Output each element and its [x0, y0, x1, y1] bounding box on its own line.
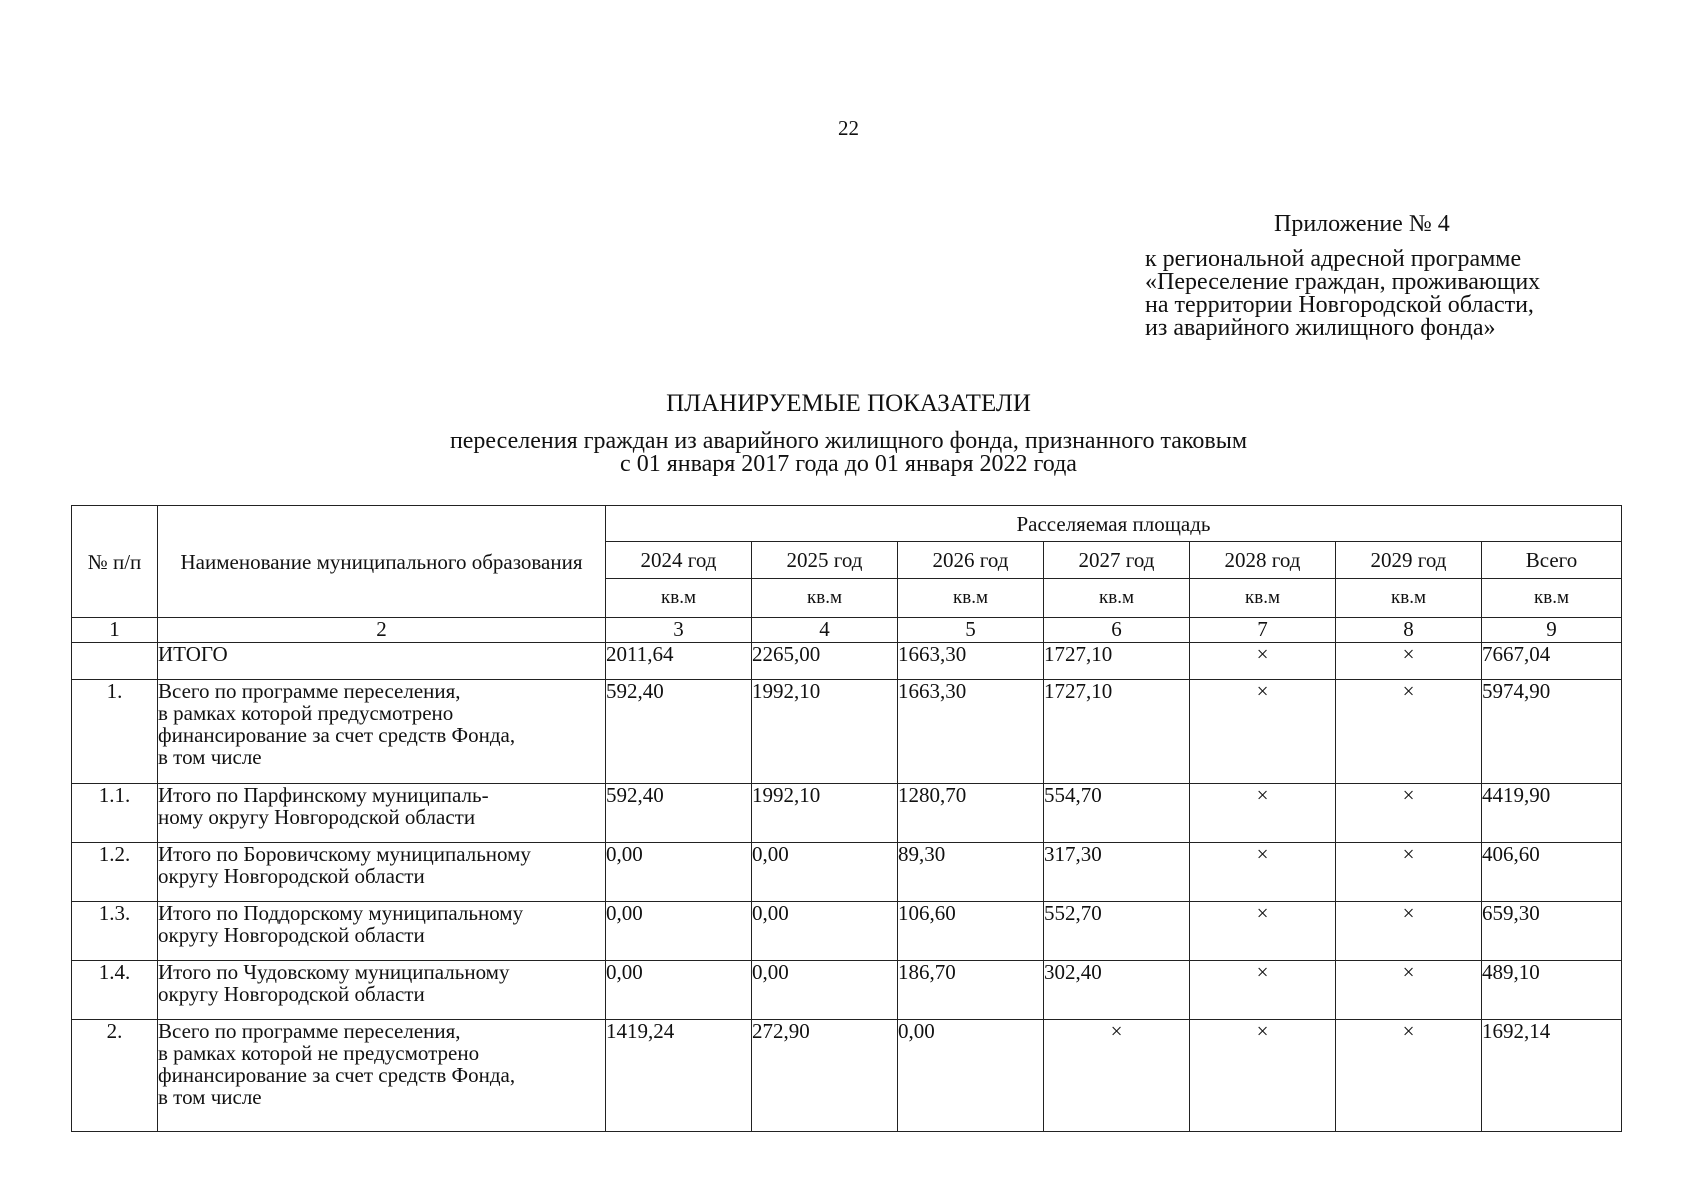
area-value: 489,10	[1482, 961, 1622, 1020]
municipality-name	[158, 1020, 606, 1132]
municipality-name	[158, 843, 606, 902]
area-value: 0,00	[752, 961, 898, 1020]
area-value: ×	[1336, 843, 1482, 902]
annex-title: Приложение № 4	[1274, 211, 1450, 237]
row-number: 1.2.	[72, 843, 158, 902]
area-value: ×	[1190, 902, 1336, 961]
total-value: 7667,04	[1482, 643, 1622, 680]
area-value: 1419,24	[606, 1020, 752, 1132]
header-unit: кв.м	[752, 579, 898, 618]
municipality-name	[158, 961, 606, 1020]
column-index-row	[72, 618, 1622, 643]
area-value: ×	[1336, 902, 1482, 961]
row-number: 1.1.	[72, 784, 158, 843]
table-row	[72, 1020, 1622, 1132]
header-unit: кв.м	[606, 579, 752, 618]
column-index: 1	[72, 618, 158, 643]
municipality-name-line: округу Новгородской области	[158, 982, 425, 1006]
area-value: 0,00	[606, 961, 752, 1020]
header-total: Всего	[1482, 542, 1622, 579]
area-value: 4419,90	[1482, 784, 1622, 843]
total-label: ИТОГО	[158, 643, 606, 680]
header-row-number: № п/п	[72, 506, 158, 618]
area-value: 89,30	[898, 843, 1044, 902]
header-unit: кв.м	[898, 579, 1044, 618]
annex-ref-line: «Переселение граждан, проживающих	[1145, 269, 1541, 295]
area-value: ×	[1190, 680, 1336, 784]
annex-ref-line: из аварийного жилищного фонда»	[1145, 315, 1496, 341]
area-value: 552,70	[1044, 902, 1190, 961]
column-index: 7	[1190, 618, 1336, 643]
municipality-name-line: в рамках которой не предусмотрено	[158, 1041, 480, 1065]
area-value: ×	[1336, 961, 1482, 1020]
municipality-name-line: Итого по Чудовскому муниципальному	[158, 960, 510, 984]
municipality-name-line: в рамках которой предусмотрено	[158, 701, 454, 725]
annex-reference	[1145, 248, 1540, 340]
area-value: 1992,10	[752, 680, 898, 784]
header-year: 2027 год	[1044, 542, 1190, 579]
municipality-name-line: в том числе	[158, 1085, 262, 1109]
area-value: 0,00	[606, 902, 752, 961]
municipality-name-line: округу Новгородской области	[158, 923, 425, 947]
area-value: 272,90	[752, 1020, 898, 1132]
municipality-name-line: ному округу Новгородской области	[158, 805, 476, 829]
header-unit: кв.м	[1044, 579, 1190, 618]
table-row	[72, 843, 1622, 902]
area-value: 1727,10	[1044, 680, 1190, 784]
table-row	[72, 961, 1622, 1020]
total-row	[72, 643, 1622, 680]
column-index: 8	[1336, 618, 1482, 643]
area-value: 0,00	[898, 1020, 1044, 1132]
header-municipality: Наименование муниципального образования	[158, 506, 606, 618]
area-value: 659,30	[1482, 902, 1622, 961]
area-value: ×	[1336, 1020, 1482, 1132]
total-value: 2011,64	[606, 643, 752, 680]
total-value: 1727,10	[1044, 643, 1190, 680]
area-value: 5974,90	[1482, 680, 1622, 784]
area-value: 1992,10	[752, 784, 898, 843]
area-value: 1692,14	[1482, 1020, 1622, 1132]
area-value: ×	[1336, 680, 1482, 784]
area-value: 592,40	[606, 784, 752, 843]
municipality-name	[158, 784, 606, 843]
table-row	[72, 902, 1622, 961]
area-value: 186,70	[898, 961, 1044, 1020]
header-unit: кв.м	[1190, 579, 1336, 618]
total-value: ×	[1336, 643, 1482, 680]
area-value: ×	[1336, 784, 1482, 843]
municipality-name-line: Итого по Поддорскому муниципальному	[158, 901, 524, 925]
subtitle-line: переселения граждан из аварийного жилищного фонда, признанного таковым	[449, 428, 1248, 454]
municipality-name-line: Всего по программе переселения,	[158, 1019, 461, 1043]
area-value: 0,00	[752, 843, 898, 902]
row-number: 1.4.	[72, 961, 158, 1020]
area-value: 317,30	[1044, 843, 1190, 902]
header-year: 2028 год	[1190, 542, 1336, 579]
annex-ref-line: на территории Новгородской области,	[1145, 292, 1534, 318]
header-unit: кв.м	[1482, 579, 1622, 618]
header-unit: кв.м	[1336, 579, 1482, 618]
area-value: ×	[1190, 784, 1336, 843]
row-number: 2.	[72, 1020, 158, 1132]
column-index: 6	[1044, 618, 1190, 643]
column-index: 4	[752, 618, 898, 643]
municipality-name-line: Итого по Боровичскому муниципальному	[158, 842, 531, 866]
area-value: 554,70	[1044, 784, 1190, 843]
area-value: 0,00	[606, 843, 752, 902]
column-index: 5	[898, 618, 1044, 643]
page-number: 22	[838, 116, 859, 140]
area-value: ×	[1190, 961, 1336, 1020]
row-number: 1.3.	[72, 902, 158, 961]
municipality-name-line: Итого по Парфинскому муниципаль-	[158, 783, 489, 807]
subtitle-line: с 01 января 2017 года до 01 января 2022 года	[620, 451, 1077, 477]
column-index: 2	[158, 618, 606, 643]
municipality-name-line: в том числе	[158, 745, 262, 769]
area-value: ×	[1190, 843, 1336, 902]
area-value: 0,00	[752, 902, 898, 961]
area-value: 1280,70	[898, 784, 1044, 843]
area-value: 1663,30	[898, 680, 1044, 784]
header-year: 2026 год	[898, 542, 1044, 579]
column-index: 9	[1482, 618, 1622, 643]
total-row-number	[72, 643, 158, 680]
header-year: 2024 год	[606, 542, 752, 579]
municipality-name-line: Всего по программе переселения,	[158, 679, 461, 703]
area-value: 106,60	[898, 902, 1044, 961]
column-index: 3	[606, 618, 752, 643]
table-row	[72, 680, 1622, 784]
area-value: 406,60	[1482, 843, 1622, 902]
municipality-name-line: финансирование за счет средств Фонда,	[158, 723, 516, 747]
header-year: 2029 год	[1336, 542, 1482, 579]
total-value: 1663,30	[898, 643, 1044, 680]
area-value: ×	[1190, 1020, 1336, 1132]
row-number: 1.	[72, 680, 158, 784]
header-resettled-area: Расселяемая площадь	[606, 506, 1622, 542]
document-subtitle	[0, 430, 1697, 476]
area-value: 302,40	[1044, 961, 1190, 1020]
document-title: ПЛАНИРУЕМЫЕ ПОКАЗАТЕЛИ	[666, 390, 1031, 417]
area-value: 592,40	[606, 680, 752, 784]
total-value: 2265,00	[752, 643, 898, 680]
municipality-name	[158, 680, 606, 784]
area-value: ×	[1044, 1020, 1190, 1132]
municipality-name-line: финансирование за счет средств Фонда,	[158, 1063, 516, 1087]
header-year: 2025 год	[752, 542, 898, 579]
indicators-table	[71, 505, 1622, 1132]
municipality-name	[158, 902, 606, 961]
total-value: ×	[1190, 643, 1336, 680]
municipality-name-line: округу Новгородской области	[158, 864, 425, 888]
annex-ref-line: к региональной адресной программе	[1145, 246, 1522, 272]
table-row	[72, 784, 1622, 843]
